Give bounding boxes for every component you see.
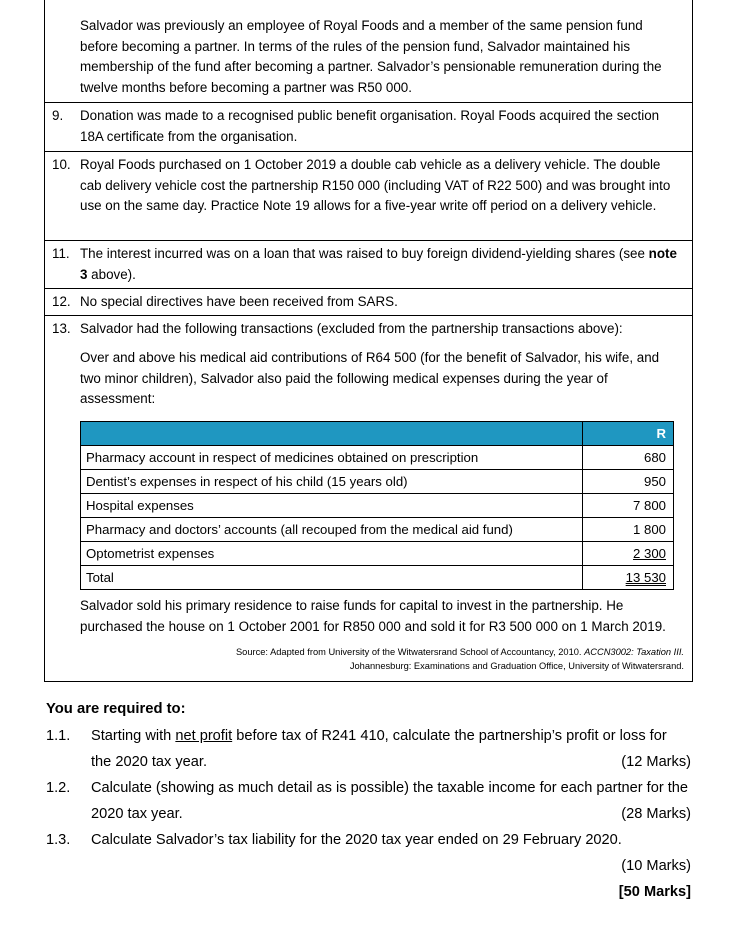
optometrist-amount: 2 300 xyxy=(632,546,666,561)
medical-expenses-table xyxy=(80,421,674,590)
total-marks: [50 Marks] xyxy=(618,884,691,900)
note-11-text-after: above). xyxy=(87,266,136,282)
table-header-currency: R xyxy=(583,422,674,446)
q1-1-number: 1.1. xyxy=(46,728,71,744)
residence-note: Salvador sold his primary residence to raise funds for capital to invest in the partnership. He purchased the house on 1 October 2001 for R850 000 and sold it for R3 500 000 on 1 March 2019. xyxy=(80,598,666,634)
table-total-amount-cell xyxy=(583,566,674,590)
source-line-1 xyxy=(236,645,684,659)
note-9-text: Donation was made to a recognised public benefit organisation. Royal Foods acquired the section 18A certificate from the organisation. xyxy=(80,108,660,144)
source-line-2: Johannesburg: Examinations and Graduation Office, University of Witwatersrand. xyxy=(349,661,684,671)
q1-1-text xyxy=(91,723,691,775)
separator xyxy=(44,151,693,152)
source-citation xyxy=(236,645,684,673)
table-item: Pharmacy account in respect of medicines obtained on prescription xyxy=(81,446,583,470)
q1-2-number: 1.2. xyxy=(46,780,71,796)
separator xyxy=(44,288,693,289)
q1-1-post: before tax of R241 410, calculate the partnership’s profit or loss for the 2020 tax year. xyxy=(91,728,667,770)
note-11-number: 11. xyxy=(52,246,70,261)
note-11-text xyxy=(80,244,680,285)
note-12-number: 12. xyxy=(52,294,71,309)
table-row xyxy=(81,470,674,494)
q1-3-marks: (10 Marks) xyxy=(621,858,691,874)
note-11-text-before: The interest incurred was on a loan that was raised to buy foreign dividend-yielding shares (see xyxy=(80,246,649,261)
table-header-row xyxy=(81,422,674,446)
table-total-amount: 13 530 xyxy=(625,570,666,585)
table-item: Pharmacy and doctors’ accounts (all recouped from the medical aid fund) xyxy=(81,518,583,542)
note-10-text: Royal Foods purchased on 1 October 2019 a double cab vehicle as a delivery vehicle. The double cab delivery vehicle cost the partnership R150 000 (including VAT of R22 500) and was brought into use on the same day. Practice Note 19 allows for a five-year write off period on a delivery vehicle. xyxy=(80,157,671,214)
table-total-row xyxy=(81,566,674,590)
table-row xyxy=(81,446,674,470)
table-header-item-cell xyxy=(81,422,583,446)
source-course: ACCN3002: Taxation III. xyxy=(584,647,684,657)
q1-2-marks: (28 Marks) xyxy=(621,806,691,822)
q1-3-text: Calculate Salvador’s tax liability for the 2020 tax year ended on 29 February 2020. xyxy=(91,832,622,848)
table-amount: 950 xyxy=(583,470,674,494)
table-item: Hospital expenses xyxy=(81,494,583,518)
separator xyxy=(44,102,693,103)
q1-2-text: Calculate (showing as much detail as is possible) the taxable income for each partner for the 2020 tax year. xyxy=(91,780,689,822)
q1-1-pre: Starting with xyxy=(91,728,176,744)
table-item: Dentist’s expenses in respect of his child (15 years old) xyxy=(81,470,583,494)
note-13-intro: Over and above his medical aid contributions of R64 500 (for the benefit of Salvador, his wife, and two minor children), Salvador also paid the following medical expenses during the year of assessment: xyxy=(80,350,660,407)
table-total-label: Total xyxy=(81,566,583,590)
note-13-number: 13. xyxy=(52,321,71,336)
table-amount: 680 xyxy=(583,446,674,470)
note-12-text: No special directives have been received from SARS. xyxy=(80,294,398,309)
table-amount: 7 800 xyxy=(583,494,674,518)
note-10-number: 10. xyxy=(52,157,71,172)
table-row xyxy=(81,518,674,542)
table-item: Optometrist expenses xyxy=(81,542,583,566)
separator xyxy=(44,240,693,241)
source-prefix: Source: Adapted from University of the Witwatersrand School of Accountancy, 2010. xyxy=(235,647,585,657)
note-9-number: 9. xyxy=(52,108,64,123)
table-row xyxy=(81,494,674,518)
table-amount: 1 800 xyxy=(583,518,674,542)
q1-3-number: 1.3. xyxy=(46,832,71,848)
table-row xyxy=(81,542,674,566)
q1-1-underlined: net profit xyxy=(175,728,233,744)
note-salvador-pension: Salvador was previously an employee of Royal Foods and a member of the same pension fund before becoming a partner. In terms of the rules of the pension fund, Salvador maintained his membership of the fund after becoming a partner. Salvador’s pensionable remuneration during the twelve months before becoming a partner was R50 000. xyxy=(80,18,662,96)
note-11-bold-ref: note 3 xyxy=(80,246,677,282)
table-amount xyxy=(583,542,674,566)
requirements-title: You are required to: xyxy=(46,701,186,717)
q1-1-marks: (12 Marks) xyxy=(621,754,691,770)
note-13-text: Salvador had the following transactions (excluded from the partnership transactions above): xyxy=(80,321,623,336)
separator xyxy=(44,315,693,316)
